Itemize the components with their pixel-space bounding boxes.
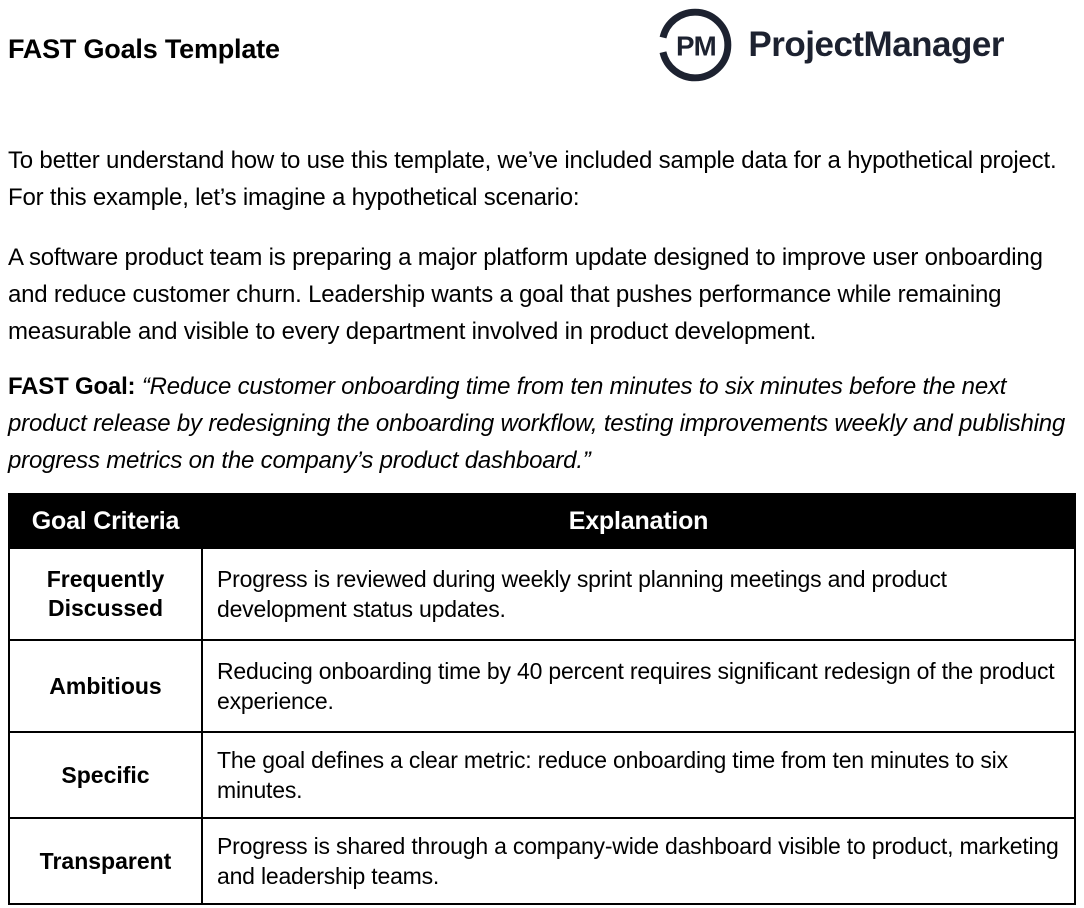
- page-title: FAST Goals Template: [8, 34, 280, 64]
- goals-table: [8, 493, 1076, 905]
- fast-goal-quote: “Reduce customer onboarding time from ten minutes to six minutes before the next product release by redesigning the onboarding workflow, testing improvements weekly and publishing progress metrics on the company’s product dashboard.”: [8, 373, 1066, 474]
- explanation-cell: Progress is reviewed during weekly sprint planning meetings and product development status updates.: [202, 548, 1075, 640]
- table-row: [9, 732, 1075, 818]
- pm-logo-monogram: PM: [676, 30, 717, 62]
- table-header-row: [9, 494, 1075, 548]
- header-cell-goal-criteria: Goal Criteria: [9, 494, 202, 548]
- document-header: [8, 0, 1076, 82]
- criteria-cell: Frequently Discussed: [9, 548, 202, 640]
- fast-goal-label: FAST Goal:: [8, 373, 136, 400]
- criteria-cell: Ambitious: [9, 640, 202, 732]
- explanation-cell: The goal defines a clear metric: reduce onboarding time from ten minutes to six minutes.: [202, 732, 1075, 818]
- criteria-cell: Transparent: [9, 818, 202, 904]
- table-row: [9, 548, 1075, 640]
- brand-logo: [658, 8, 1004, 82]
- intro-paragraph: To better understand how to use this template, we’ve included sample data for a hypothetical project. For this example, let’s imagine a hypothetical scenario:: [8, 147, 1057, 211]
- fast-goal-statement: [8, 368, 1076, 479]
- brand-name: ProjectManager: [748, 25, 1004, 64]
- scenario-paragraph: A software product team is preparing a major platform update designed to improve user onboarding and reduce customer churn. Leadership wants a goal that pushes performance while remaining measurable and visible to every department involved in product development.: [8, 244, 1043, 345]
- table-row: [9, 640, 1075, 732]
- header-cell-explanation: Explanation: [202, 494, 1075, 548]
- pm-logo-icon: [658, 8, 732, 82]
- explanation-cell: Reducing onboarding time by 40 percent requires significant redesign of the product experience.: [202, 640, 1075, 732]
- criteria-cell: Specific: [9, 732, 202, 818]
- table-row: [9, 818, 1075, 904]
- explanation-cell: Progress is shared through a company-wide dashboard visible to product, marketing and leadership teams.: [202, 818, 1075, 904]
